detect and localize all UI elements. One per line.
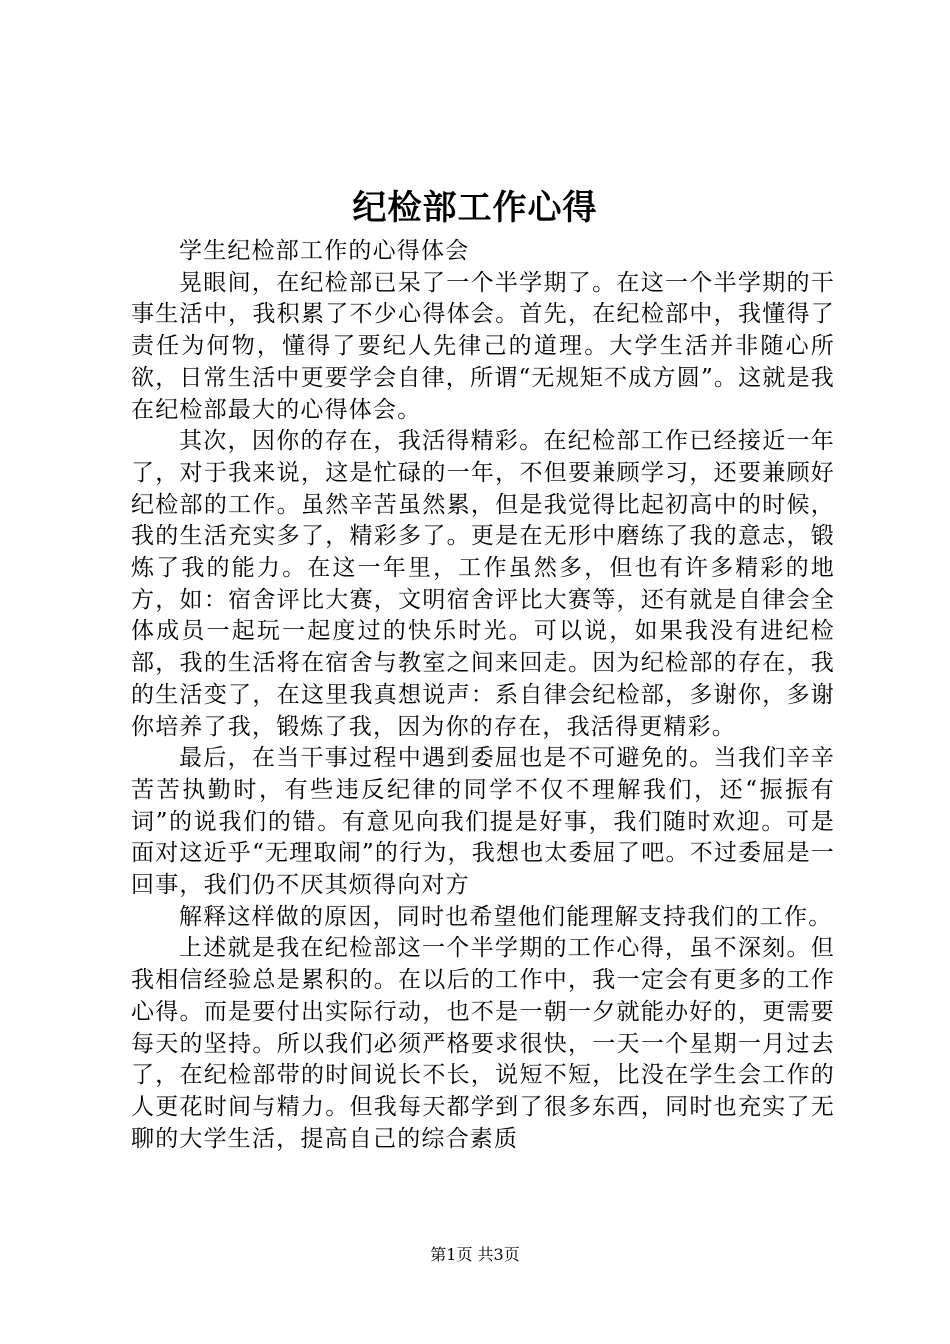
document-body (131, 236, 835, 1155)
body-paragraph: 解释这样做的原因，同时也希望他们能理解支持我们的工作。 (179, 903, 833, 930)
subtitle-paragraph: 学生纪检部工作的心得体会 (179, 238, 470, 264)
body-paragraph: 其次，因你的存在，我活得精彩。在纪检部工作已经接近一年了，对于我来说，这是忙碌的一年，不但要兼顾学习，还要兼顾好纪检部的工作。虽然辛苦虽然累，但是我觉得比起初高中的时候，我的生活充实多了，精彩多了。更是在无形中磨练了我的意志，锻炼了我的能力。在这一年里，工作虽然多，但也有许多精彩的地方，如：宿舍评比大赛，文明宿舍评比大赛等，还有就是自律会全体成员一起玩一起度过的快乐时光。可以说，如果我没有进纪检部，我的生活将在宿舍与教室之间来回走。因为纪检部的存在，我的生活变了，在这里我真想说声：系自律会纪检部，多谢你，多谢你培养了我，锻炼了我，因为你的存在，我活得更精彩。 (131, 428, 835, 740)
document-title: 纪检部工作心得 (352, 188, 598, 228)
body-paragraph: 晃眼间，在纪检部已呆了一个半学期了。在这一个半学期的干事生活中，我积累了不少心得体会。首先，在纪检部中，我懂得了责任为何物，懂得了要纪人先律己的道理。大学生活并非随心所欲，日常生活中更要学会自律，所谓“无规矩不成方圆”。这就是我在纪检部最大的心得体会。 (131, 269, 835, 423)
page-number-footer: 第1页 共3页 (430, 1245, 520, 1264)
body-paragraph: 最后，在当干事过程中遇到委屈也是不可避免的。当我们辛辛苦苦执勤时，有些违反纪律的同学不仅不理解我们，还“振振有词”的说我们的错。有意见向我们提是好事，我们随时欢迎。可是面对这近乎“无理取闹”的行为，我想也太委屈了吧。不过委屈是一回事，我们仍不厌其烦得向对方 (131, 745, 835, 899)
body-paragraph: 上述就是我在纪检部这一个半学期的工作心得，虽不深刻。但我相信经验总是累积的。在以后的工作中，我一定会有更多的工作心得。而是要付出实际行动，也不是一朝一夕就能办好的，更需要每天的坚持。所以我们必须严格要求很快，一天一个星期一月过去了，在纪检部带的时间说长不长，说短不短，比没在学生会工作的人更花时间与精力。但我每天都学到了很多东西，同时也充实了无聊的大学生活，提高自己的综合素质 (131, 935, 835, 1152)
